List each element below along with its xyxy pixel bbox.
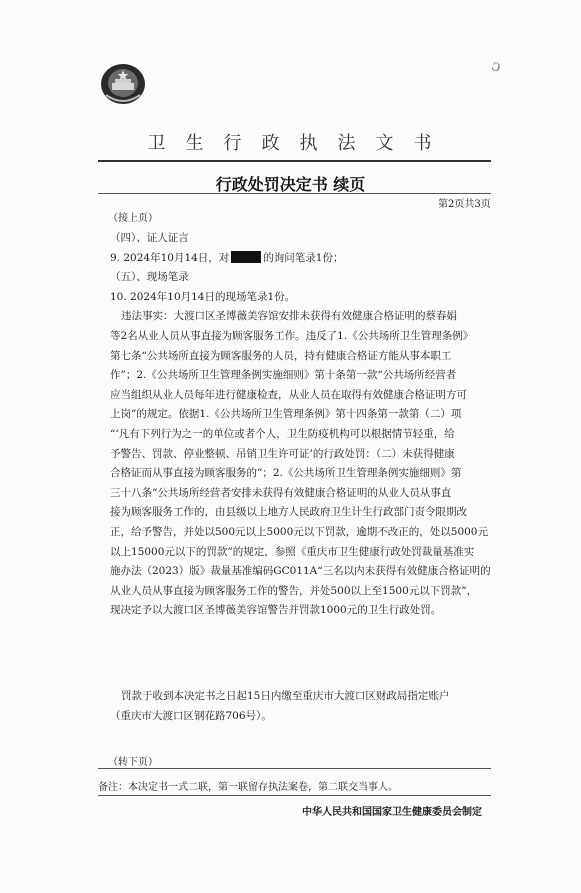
- payment-line: （重庆市大渡口区钢花路706号）。: [110, 709, 272, 722]
- evidence-line: 9. 2024年10月14日，对 的询问笔录1份；: [110, 251, 344, 264]
- body-line: 正，给予警告，并处以500元以上5000元以下罚款，逾期不改正的，处以5000元: [110, 525, 488, 538]
- page-number: 第2页共3页: [438, 199, 491, 210]
- header-rule: [98, 160, 491, 162]
- body-line: 应当组织从业人员每年进行健康检查，从业人员在取得有效健康合格证明方可: [110, 388, 467, 401]
- evidence-line: 10. 2024年10月14日的现场笔录1份。: [110, 290, 296, 303]
- evidence-line: （四）、证人证言: [110, 232, 189, 244]
- body-line: 接为顾客服务工作的，由县级以上地方人民政府卫生计生行政部门责令限期改: [110, 506, 467, 519]
- national-emblem-icon: [98, 61, 148, 107]
- body-line: 第七条“公共场所直接为顾客服务的人员，持有健康合格证方能从事本职工: [110, 349, 452, 362]
- remark-note: 备注：本决定书一式二联，第一联留存执法案卷，第二联交当事人。: [98, 782, 398, 793]
- continued-to-label: （转下页）: [108, 757, 158, 768]
- payment-instructions: [110, 687, 490, 726]
- pen-mark: ɔ: [489, 55, 504, 76]
- body-line: 三十八条“公共场所经营者安排未获得有效健康合格证明的从业人员从事直: [110, 486, 452, 499]
- body-line: 现决定予以大渡口区圣博薇美容馆警告并罚款1000元的卫生行政处罚。: [110, 604, 442, 617]
- issuing-authority: 中华人民共和国国家卫生健康委员会制定: [302, 807, 482, 818]
- body-line: 施办法（2023）版》裁量基准编码GC011A“三名以内未获得有效健康合格证明的: [110, 565, 491, 578]
- document-title: 行政处罚决定书 续页: [215, 175, 366, 194]
- body-line: 以上15000元以下的罚款”的规定，参照《重庆市卫生健康行政处罚裁量基准实: [110, 545, 475, 558]
- body-line: 作”；2.《公共场所卫生管理条例实施细则》第十条第一款“公共场所经营者: [110, 369, 457, 382]
- body-line: 从业人员从事直接为顾客服务工作的警告，并处500以上至1500元以下罚款”，: [110, 584, 478, 597]
- decision-body: [110, 229, 490, 621]
- payment-line: 罚款于收到本决定书之日起15日内缴至重庆市大渡口区财政局指定账户: [121, 690, 450, 702]
- evidence-line: （五）、现场笔录: [110, 271, 189, 284]
- redaction-box: [231, 251, 261, 263]
- remark-top-rule: [98, 768, 491, 769]
- document-type-header: 卫生行政执法文书: [147, 133, 452, 154]
- body-line: 等2名从业人员从事直接为顾客服务工作。违反了1.《公共场所卫生管理条例》: [110, 329, 474, 342]
- body-line: 予警告、罚款、停业整顿、吊销卫生许可证’的行政处罚：（二）未获得健康: [110, 447, 455, 460]
- remark-bottom-rule: [98, 795, 491, 796]
- continued-from-label: （接上页）: [108, 213, 158, 224]
- body-line: 上岗”的规定。依据1.《公共场所卫生管理条例》第十四条第一款第（二）项: [110, 408, 462, 421]
- body-line: “‘凡有下列行为之一的单位或者个人，卫生防疫机构可以根据情节轻重，给: [110, 427, 455, 440]
- body-line: 合格证而从事直接为顾客服务的”；2.《公共场所卫生管理条例实施细则》第: [110, 467, 462, 480]
- body-line: 违法事实：大渡口区圣博薇美容馆安排未获得有效健康合格证明的蔡春娟: [121, 310, 457, 323]
